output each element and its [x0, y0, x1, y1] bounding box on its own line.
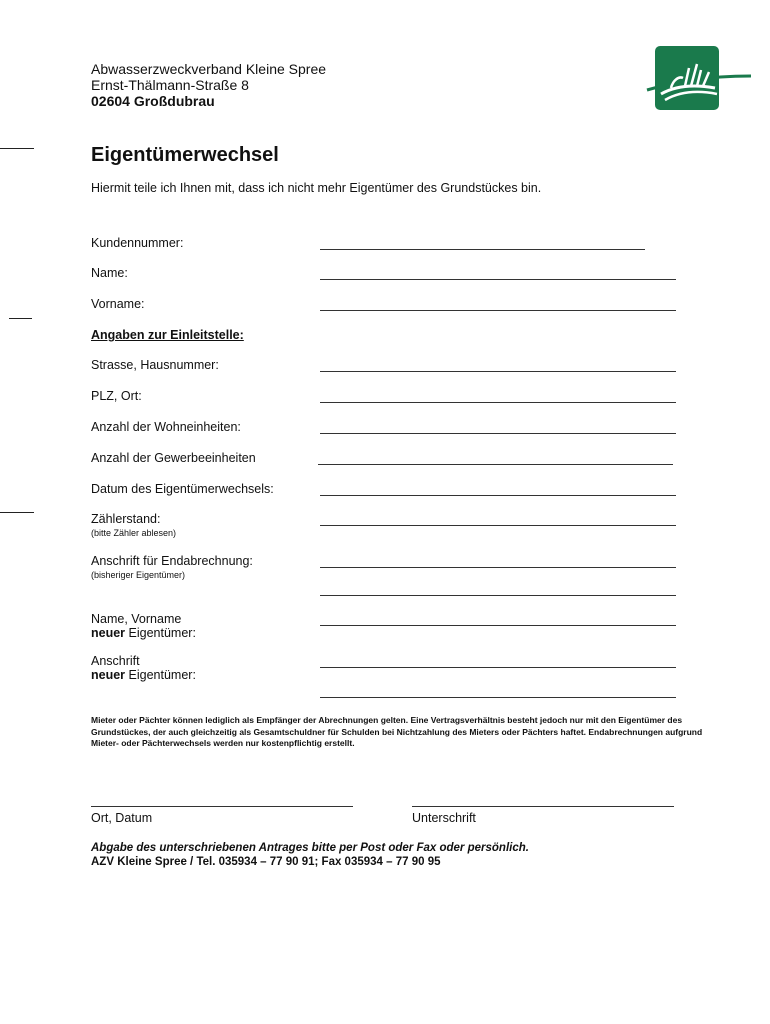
field-label: Strasse, Hausnummer: — [91, 358, 219, 372]
fill-line[interactable] — [320, 667, 676, 668]
fill-line[interactable] — [320, 595, 676, 596]
label-line: Anschrift — [91, 654, 140, 668]
fill-line[interactable] — [320, 402, 676, 403]
place-date-line[interactable] — [91, 806, 353, 807]
field-label: Kundennummer: — [91, 236, 184, 250]
label-line — [91, 626, 196, 640]
field-label: Name: — [91, 266, 128, 280]
city: 02604 Großdubrau — [91, 93, 215, 109]
place-date-label: Ort, Datum — [91, 811, 153, 825]
field-label: Anschrift für Endabrechnung: — [91, 554, 253, 568]
submission-instructions: Abgabe des unterschriebenen Antrages bitte per Post oder Fax oder persönlich. — [91, 842, 529, 854]
azv-logo-icon — [645, 46, 753, 112]
field-label: Anzahl der Wohneinheiten: — [91, 420, 241, 434]
fill-line[interactable] — [320, 433, 676, 434]
field-label: Datum des Eigentümerwechsels: — [91, 482, 274, 496]
page-title: Eigentümerwechsel — [91, 144, 279, 166]
sender-address — [91, 61, 326, 109]
org-name: Abwasserzweckverband Kleine Spree — [91, 61, 327, 77]
label-emphasis: neuer — [91, 626, 126, 640]
fill-line[interactable] — [320, 697, 676, 698]
signature-label: Unterschrift — [412, 811, 476, 825]
street: Ernst-Thälmann-Straße 8 — [91, 77, 249, 93]
submission-footer — [91, 841, 529, 869]
fill-line[interactable] — [318, 464, 673, 465]
fold-mark — [0, 512, 34, 513]
contact-line: AZV Kleine Spree / Tel. 035934 – 77 90 91; Fax 035934 – 77 90 95 — [91, 856, 441, 868]
label-text: Eigentümer: — [125, 626, 196, 640]
fill-line[interactable] — [320, 371, 676, 372]
field-label: Vorname: — [91, 297, 145, 311]
legal-notice: Mieter oder Pächter können lediglich als Empfänger der Abrechnungen gelten. Eine Vertragsverhältnis besteht jedoch nur mit den Eigentümer des Grundstückes, der auch gleichzeitig als Gesamtschuldner für Schulden bei Nichtzahlung des Mieters oder Pächters haftet. Endabrechnungen aufgrund Mieter- oder Pächterwechsels werden nur kostenpflichtig erstellt. — [91, 715, 703, 748]
fill-line[interactable] — [320, 525, 676, 526]
label-line — [91, 668, 196, 682]
label-emphasis: neuer — [91, 668, 126, 682]
fill-line[interactable] — [320, 310, 676, 311]
field-note: (bitte Zähler ablesen) — [91, 528, 177, 538]
section-heading: Angaben zur Einleitstelle: — [91, 328, 244, 342]
punch-mark — [9, 318, 32, 319]
field-note: (bisheriger Eigentümer) — [91, 570, 186, 580]
field-label — [91, 654, 196, 682]
fold-mark — [0, 148, 34, 149]
field-label: Zählerstand: — [91, 512, 161, 526]
signature-line[interactable] — [412, 806, 674, 807]
fill-line[interactable] — [320, 249, 645, 250]
fill-line[interactable] — [320, 495, 676, 496]
label-line: Name, Vorname — [91, 612, 182, 626]
intro-text: Hiermit teile ich Ihnen mit, dass ich nicht mehr Eigentümer des Grundstückes bin. — [91, 181, 542, 195]
field-label: PLZ, Ort: — [91, 389, 142, 403]
field-label — [91, 612, 196, 640]
fill-line[interactable] — [320, 625, 676, 626]
label-text: Eigentümer: — [125, 668, 196, 682]
field-label: Anzahl der Gewerbeeinheiten — [91, 451, 256, 465]
fill-line[interactable] — [320, 567, 676, 568]
fill-line[interactable] — [320, 279, 676, 280]
